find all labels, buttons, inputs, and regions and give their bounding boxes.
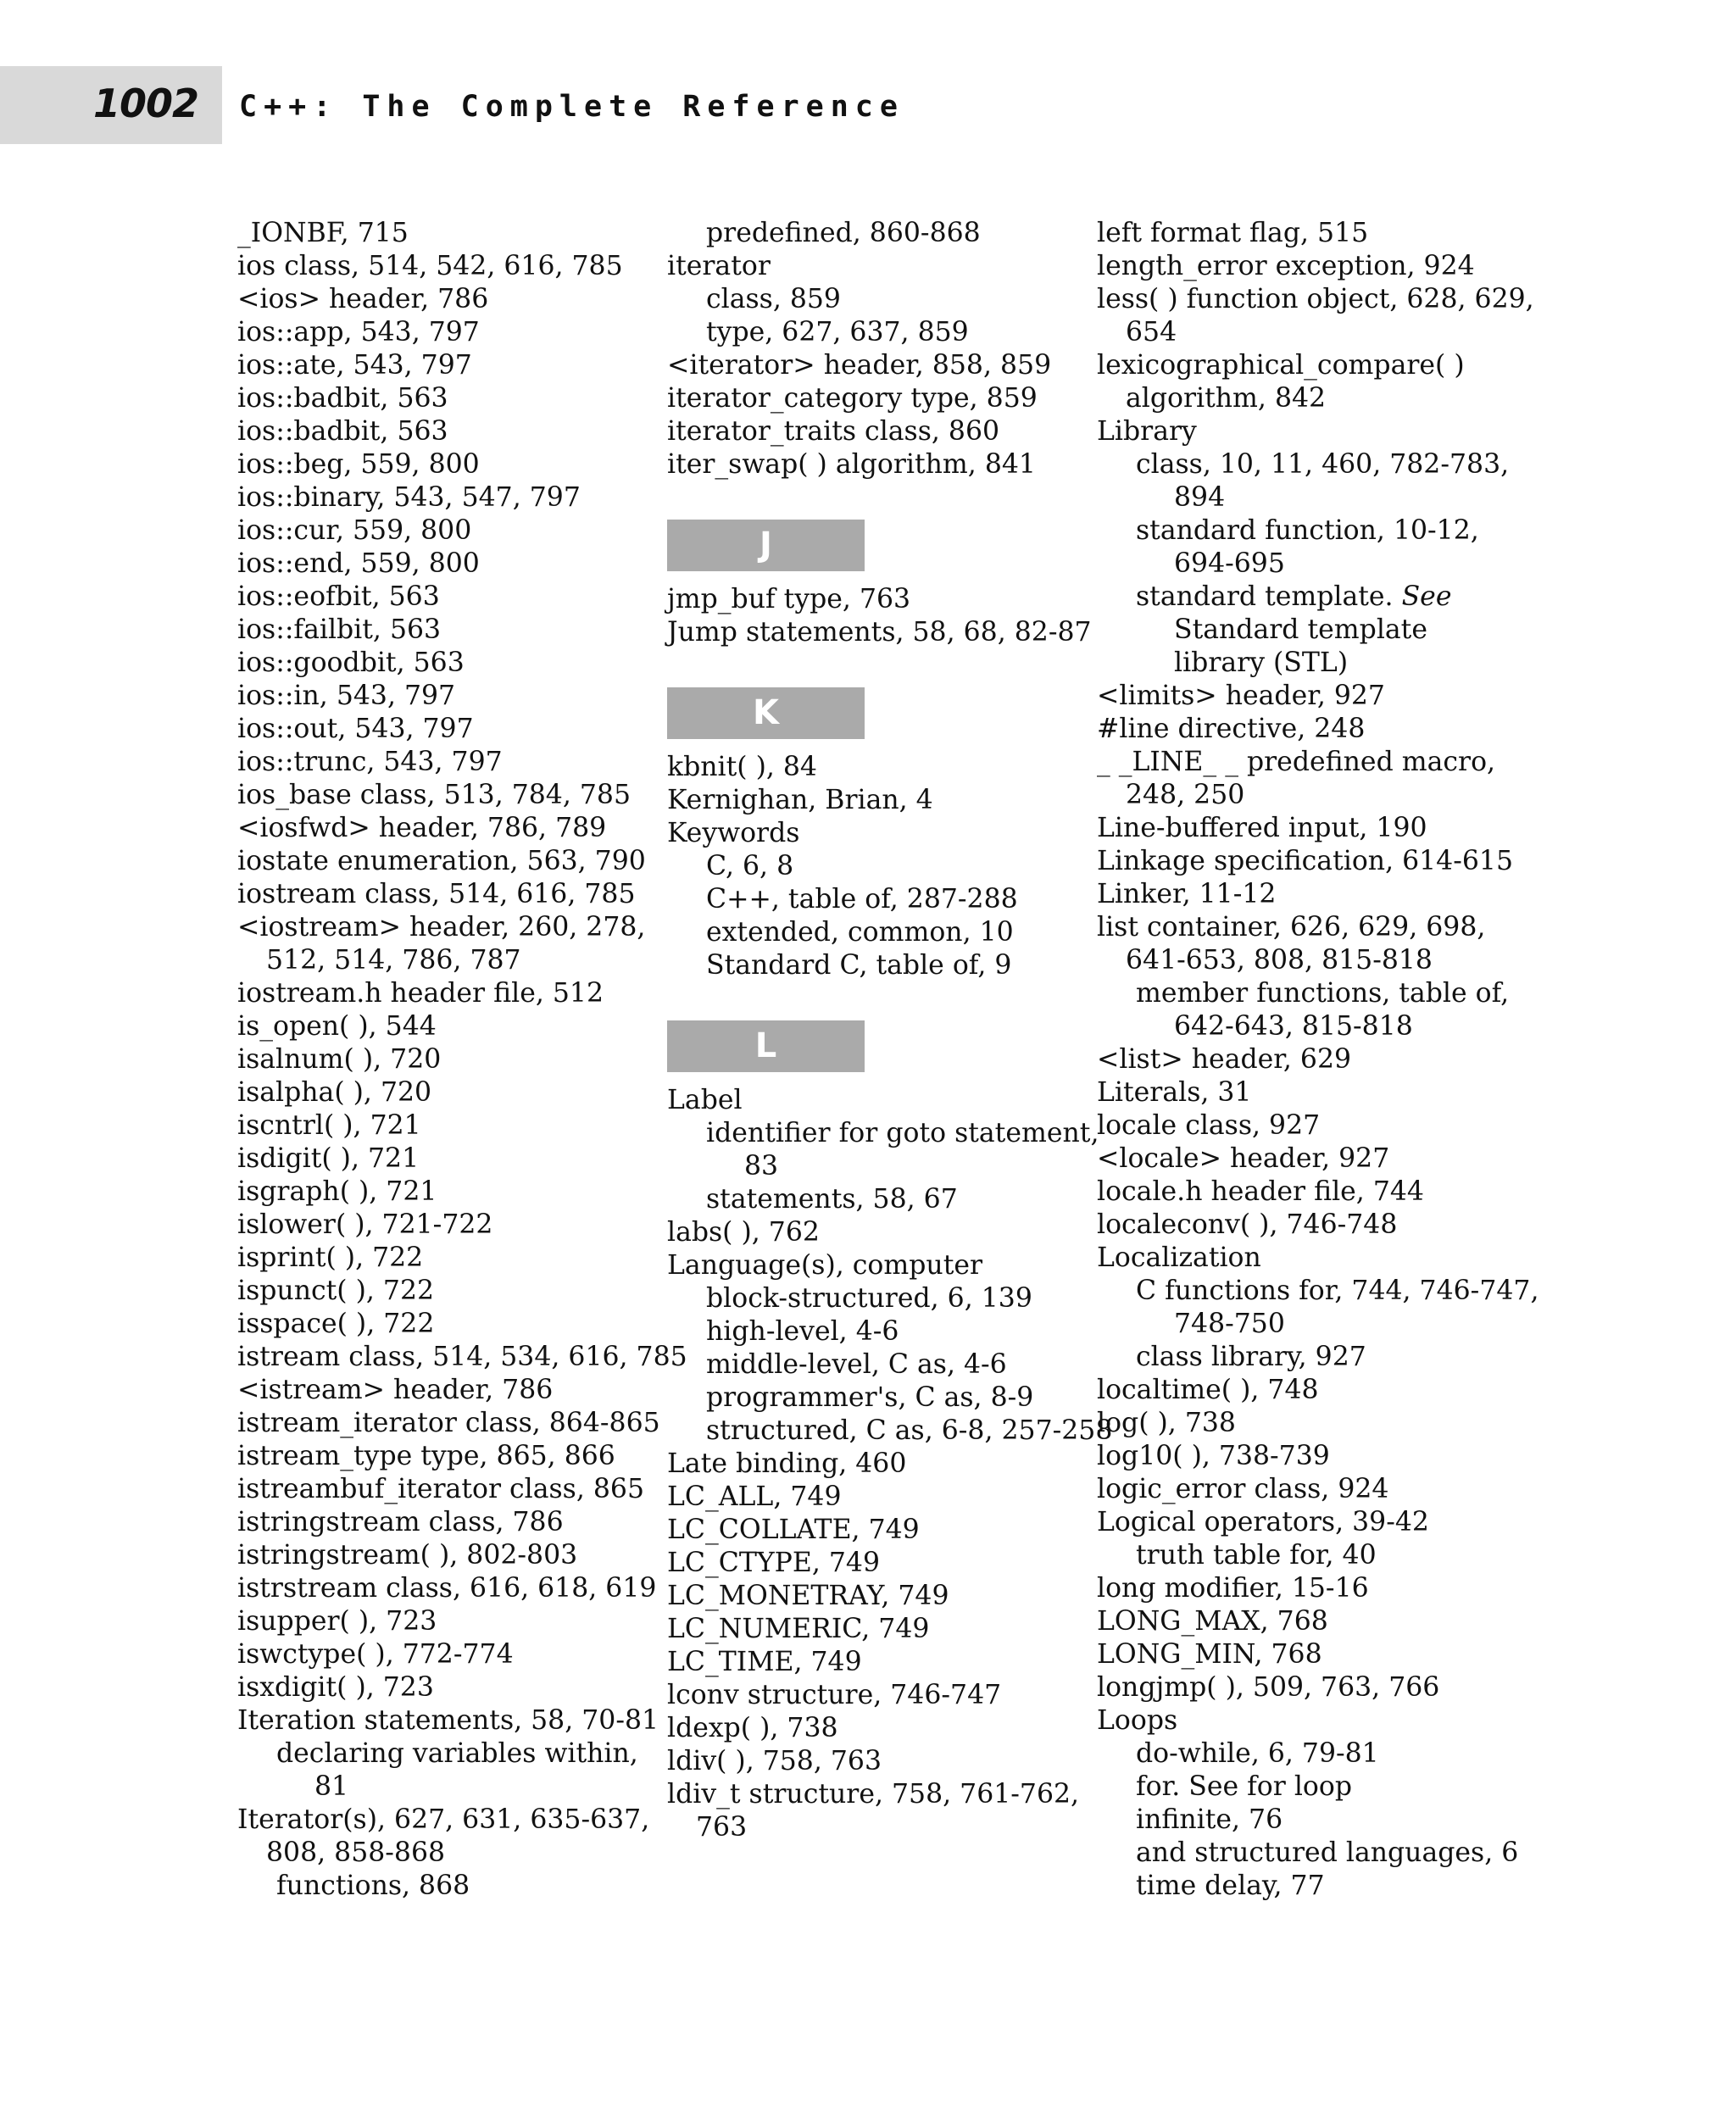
index-entry xyxy=(667,616,1092,649)
index-subentry xyxy=(667,1415,1113,1448)
entry-text: <ios> header, 786 xyxy=(237,284,489,314)
index-entry xyxy=(237,911,646,944)
section-spacer xyxy=(667,481,1074,514)
entry-text: iterator xyxy=(667,251,771,281)
entry-text: 512, 514, 786, 787 xyxy=(266,945,521,976)
entry-text: member functions, table of, xyxy=(1136,978,1510,1009)
index-entry xyxy=(1097,1671,1538,1704)
entry-text: class library, 927 xyxy=(1136,1342,1366,1372)
entry-text: isprint( ), 722 xyxy=(237,1243,424,1273)
entry-text: localtime( ), 748 xyxy=(1097,1375,1319,1405)
entry-text: is_open( ), 544 xyxy=(237,1011,437,1042)
index-column-2 xyxy=(667,217,1113,1844)
index-entry xyxy=(237,1076,636,1109)
index-entry xyxy=(237,1572,657,1605)
entry-text: <locale> header, 927 xyxy=(1097,1143,1390,1174)
index-subentry xyxy=(1097,448,1538,481)
index-subentry xyxy=(1097,481,1538,514)
index-entry xyxy=(667,1514,1074,1547)
index-subentry xyxy=(1097,1539,1538,1572)
index-entry xyxy=(237,382,636,415)
index-subentry xyxy=(1097,647,1538,680)
index-entry xyxy=(1097,911,1538,944)
index-column-3 xyxy=(1097,217,1538,1903)
entry-text: ios::ate, 543, 797 xyxy=(237,350,472,381)
entry-text: list container, 626, 629, 698, xyxy=(1097,912,1486,942)
index-subentry xyxy=(667,1150,1074,1183)
entry-text: isspace( ), 722 xyxy=(237,1309,435,1339)
index-section-letter: L xyxy=(667,1020,865,1072)
index-section-letter: K xyxy=(667,687,865,739)
entry-text: ios::cur, 559, 800 xyxy=(237,515,472,546)
index-entry xyxy=(237,1142,636,1176)
entry-text: logic_error class, 924 xyxy=(1097,1474,1389,1504)
entry-text: istringstream( ), 802-803 xyxy=(237,1540,578,1571)
index-entry xyxy=(1097,1043,1538,1076)
entry-text: LONG_MAX, 768 xyxy=(1097,1606,1328,1637)
index-entry xyxy=(237,415,636,448)
index-entry xyxy=(1097,878,1538,911)
entry-text: Language(s), computer xyxy=(667,1250,983,1281)
index-entry xyxy=(1097,415,1538,448)
index-entry xyxy=(237,977,636,1010)
index-entry xyxy=(237,845,646,878)
index-entry xyxy=(237,316,636,349)
entry-text: identifier for goto statement, xyxy=(706,1118,1099,1148)
entry-text: LC_COLLATE, 749 xyxy=(667,1515,920,1545)
page-number: 1002 xyxy=(93,81,199,126)
entry-text: Jump statements, 58, 68, 82-87 xyxy=(667,617,1092,648)
index-subentry xyxy=(1097,1771,1538,1804)
index-entry xyxy=(237,1010,636,1043)
index-entry xyxy=(667,415,1074,448)
entry-text: type, 627, 637, 859 xyxy=(706,317,969,347)
index-entry xyxy=(237,1341,687,1374)
entry-text: ios::end, 559, 800 xyxy=(237,548,480,579)
entry-text: log( ), 738 xyxy=(1097,1408,1236,1438)
index-entry xyxy=(667,448,1074,481)
index-subentry xyxy=(667,883,1074,916)
index-entry xyxy=(667,349,1074,382)
index-entry xyxy=(237,1275,636,1308)
index-subentry xyxy=(1097,977,1538,1010)
entry-text: ios::app, 543, 797 xyxy=(237,317,480,347)
entry-text: library (STL) xyxy=(1174,648,1349,678)
index-subentry xyxy=(1097,514,1538,548)
entry-text: Kernighan, Brian, 4 xyxy=(667,785,933,815)
index-subentry xyxy=(667,1117,1099,1150)
entry-text: ios class, 514, 542, 616, 785 xyxy=(237,251,623,281)
index-entry xyxy=(1097,1473,1538,1506)
entry-text: time delay, 77 xyxy=(1136,1871,1325,1901)
entry-text: <iosfwd> header, 786, 789 xyxy=(237,813,607,843)
index-entry xyxy=(1097,1076,1538,1109)
entry-text: C functions for, 744, 746-747, xyxy=(1136,1276,1539,1306)
index-entry xyxy=(667,1547,1074,1580)
entry-text: 808, 858-868 xyxy=(266,1837,446,1868)
entry-text: istream_iterator class, 864-865 xyxy=(237,1408,660,1438)
index-entry xyxy=(1097,217,1538,250)
entry-text: 641-653, 808, 815-818 xyxy=(1126,945,1433,976)
index-entry xyxy=(1097,1638,1538,1671)
entry-text: 654 xyxy=(1126,317,1177,347)
entry-text: locale class, 927 xyxy=(1097,1110,1321,1141)
entry-text: kbnit( ), 84 xyxy=(667,752,817,782)
index-entry xyxy=(667,1216,1074,1249)
index-entry xyxy=(237,779,636,812)
index-entry xyxy=(667,1249,1074,1282)
entry-text: iterator_traits class, 860 xyxy=(667,416,1000,447)
index-subentry xyxy=(1097,1837,1538,1870)
index-entry xyxy=(1097,1109,1538,1142)
entry-text: ios::failbit, 563 xyxy=(237,614,442,645)
entry-text: LC_NUMERIC, 749 xyxy=(667,1614,930,1644)
entry-text: 81 xyxy=(314,1771,349,1802)
index-subentry xyxy=(667,1183,1074,1216)
entry-text: longjmp( ), 509, 763, 766 xyxy=(1097,1672,1440,1703)
index-entry xyxy=(1097,746,1538,779)
entry-text: less( ) function object, 628, 629, xyxy=(1097,284,1534,314)
index-entry xyxy=(1097,250,1538,283)
index-subentry xyxy=(667,1811,1074,1844)
entry-text: LC_CTYPE, 749 xyxy=(667,1548,881,1578)
index-entry xyxy=(237,1539,636,1572)
entry-text: Iterator(s), 627, 631, 635-637, xyxy=(237,1804,650,1835)
entry-text: Localization xyxy=(1097,1243,1261,1273)
entry-text: extended, common, 10 xyxy=(706,917,1014,948)
entry-text: class, 859 xyxy=(706,284,841,314)
index-entry xyxy=(667,1712,1074,1745)
index-entry xyxy=(667,1646,1074,1679)
index-subentry xyxy=(1097,581,1538,614)
index-subentry xyxy=(1097,1737,1538,1771)
index-subentry xyxy=(667,1315,1074,1348)
index-subentry xyxy=(667,1382,1074,1415)
entry-text: and structured languages, 6 xyxy=(1136,1837,1519,1868)
entry-text: ios::beg, 559, 800 xyxy=(237,449,480,480)
entry-text: _ _LINE_ _ predefined macro, xyxy=(1097,747,1496,777)
entry-text: 748-750 xyxy=(1174,1309,1285,1339)
index-entry xyxy=(667,1679,1074,1712)
index-subentry xyxy=(667,949,1074,982)
index-entry xyxy=(237,1242,636,1275)
index-entry xyxy=(1097,1209,1538,1242)
entry-text: lconv structure, 746-747 xyxy=(667,1680,1002,1710)
entry-text: ios::badbit, 563 xyxy=(237,416,448,447)
entry-text: do-while, 6, 79-81 xyxy=(1136,1738,1379,1769)
index-entry xyxy=(237,1605,636,1638)
index-entry xyxy=(237,1209,636,1242)
index-entry xyxy=(667,1084,1074,1117)
index-subentry xyxy=(237,1870,636,1903)
index-entry xyxy=(1097,713,1538,746)
entry-text: 248, 250 xyxy=(1126,780,1245,810)
entry-text: istream class, 514, 534, 616, 785 xyxy=(237,1342,687,1372)
entry-text: ldiv_t structure, 758, 761-762, xyxy=(667,1779,1080,1810)
index-entry xyxy=(1097,845,1538,878)
entry-text: ios::badbit, 563 xyxy=(237,383,448,414)
index-subentry xyxy=(1097,1870,1538,1903)
index-entry xyxy=(667,382,1074,415)
entry-text: log10( ), 738-739 xyxy=(1097,1441,1330,1471)
entry-text: <iostream> header, 260, 278, xyxy=(237,912,646,942)
entry-text: _IONBF, 715 xyxy=(237,218,409,248)
index-subentry xyxy=(1097,548,1538,581)
index-subentry xyxy=(1097,614,1538,647)
entry-text: Standard C, table of, 9 xyxy=(706,950,1012,981)
entry-text: standard function, 10-12, xyxy=(1136,515,1479,546)
index-entry xyxy=(1097,1142,1538,1176)
entry-text: ios::out, 543, 797 xyxy=(237,714,474,744)
index-entry xyxy=(667,1448,1074,1481)
entry-text: localeconv( ), 746-748 xyxy=(1097,1209,1398,1240)
index-entry xyxy=(237,1473,644,1506)
index-entry xyxy=(237,680,636,713)
index-entry xyxy=(1097,812,1538,845)
entry-text: LC_TIME, 749 xyxy=(667,1647,862,1677)
entry-text: algorithm, 842 xyxy=(1126,383,1327,414)
entry-text: istreambuf_iterator class, 865 xyxy=(237,1474,644,1504)
index-entry xyxy=(667,784,1074,817)
index-entry xyxy=(1097,283,1538,316)
entry-text: istringstream class, 786 xyxy=(237,1507,564,1537)
index-entry xyxy=(237,1407,660,1440)
index-entry xyxy=(1097,680,1538,713)
entry-text: 763 xyxy=(696,1812,748,1843)
entry-text: Library xyxy=(1097,416,1197,447)
entry-text: 83 xyxy=(744,1151,779,1181)
entry-text: ios::goodbit, 563 xyxy=(237,648,465,678)
entry-text: <istream> header, 786 xyxy=(237,1375,554,1405)
index-entry xyxy=(1097,1704,1538,1737)
entry-text: labs( ), 762 xyxy=(667,1217,820,1248)
index-entry xyxy=(237,746,636,779)
index-subentry xyxy=(667,1282,1074,1315)
index-entry xyxy=(237,1109,636,1142)
entry-text: ios::trunc, 543, 797 xyxy=(237,747,503,777)
index-subentry xyxy=(1097,316,1538,349)
entry-text: <iterator> header, 858, 859 xyxy=(667,350,1052,381)
entry-text: iostream class, 514, 616, 785 xyxy=(237,879,636,909)
entry-text: islower( ), 721-722 xyxy=(237,1209,493,1240)
entry-text: isgraph( ), 721 xyxy=(237,1176,437,1207)
index-entry xyxy=(237,1176,636,1209)
index-entry xyxy=(237,647,636,680)
index-entry xyxy=(237,1374,636,1407)
index-entry xyxy=(667,250,1074,283)
index-subentry xyxy=(1097,1341,1538,1374)
index-entry xyxy=(237,1506,636,1539)
entry-text: #line directive, 248 xyxy=(1097,714,1366,744)
entry-text: locale.h header file, 744 xyxy=(1097,1176,1424,1207)
index-entry xyxy=(1097,1605,1538,1638)
entry-text: Linkage specification, 614-615 xyxy=(1097,846,1513,876)
index-subentry xyxy=(667,1348,1074,1382)
entry-text: ios::eofbit, 563 xyxy=(237,581,440,612)
index-section-letter: J xyxy=(667,520,865,571)
index-entry xyxy=(237,581,636,614)
index-entry xyxy=(1097,1440,1538,1473)
index-subentry xyxy=(237,944,636,977)
index-entry xyxy=(237,1638,636,1671)
index-entry xyxy=(667,1778,1080,1811)
entry-text: isalnum( ), 720 xyxy=(237,1044,442,1075)
index-entry xyxy=(667,751,1074,784)
entry-text: 894 xyxy=(1174,482,1226,513)
index-entry xyxy=(1097,1572,1538,1605)
entry-text: iter_swap( ) algorithm, 841 xyxy=(667,449,1036,480)
index-subentry xyxy=(237,1737,636,1771)
entry-text: istrstream class, 616, 618, 619 xyxy=(237,1573,657,1604)
entry-text: Loops xyxy=(1097,1705,1178,1736)
entry-text: truth table for, 40 xyxy=(1136,1540,1377,1571)
entry-text: istream_type type, 865, 866 xyxy=(237,1441,615,1471)
entry-text: Keywords xyxy=(667,818,800,848)
index-entry xyxy=(237,1704,659,1737)
index-subentry xyxy=(1097,1804,1538,1837)
index-subentry xyxy=(1097,779,1538,812)
index-subentry xyxy=(1097,944,1538,977)
index-subentry xyxy=(1097,382,1538,415)
index-entry xyxy=(237,713,636,746)
index-subentry xyxy=(237,1837,636,1870)
index-entry xyxy=(237,448,636,481)
entry-text: predefined, 860-868 xyxy=(706,218,981,248)
index-entry xyxy=(237,1043,636,1076)
entry-text: ldexp( ), 738 xyxy=(667,1713,838,1743)
index-entry xyxy=(237,548,636,581)
entry-text: Iteration statements, 58, 70-81 xyxy=(237,1705,659,1736)
index-entry xyxy=(1097,1242,1538,1275)
index-entry xyxy=(667,817,1074,850)
index-subentry xyxy=(667,316,1074,349)
entry-text: isalpha( ), 720 xyxy=(237,1077,432,1108)
entry-text: iostream.h header file, 512 xyxy=(237,978,604,1009)
entry-text: Logical operators, 39-42 xyxy=(1097,1507,1429,1537)
index-entry xyxy=(237,481,636,514)
entry-text: 694-695 xyxy=(1174,548,1285,579)
entry-text: declaring variables within, xyxy=(276,1738,638,1769)
index-subentry xyxy=(667,283,1074,316)
index-entry xyxy=(237,349,636,382)
entry-text: ios_base class, 513, 784, 785 xyxy=(237,780,631,810)
entry-text: C, 6, 8 xyxy=(706,851,794,881)
index-subentry xyxy=(1097,1010,1538,1043)
entry-text: block-structured, 6, 139 xyxy=(706,1283,1032,1314)
entry-text: isdigit( ), 721 xyxy=(237,1143,420,1174)
entry-text: C++, table of, 287-288 xyxy=(706,884,1018,915)
index-entry xyxy=(237,514,636,548)
entry-text: statements, 58, 67 xyxy=(706,1184,958,1215)
index-subentry xyxy=(667,850,1074,883)
entry-text: functions, 868 xyxy=(276,1871,470,1901)
entry-text: middle-level, C as, 4-6 xyxy=(706,1349,1007,1380)
index-entry xyxy=(237,1308,636,1341)
index-entry xyxy=(1097,1176,1538,1209)
index-entry xyxy=(237,1440,636,1473)
index-entry xyxy=(237,1671,636,1704)
index-entry xyxy=(667,1580,1074,1613)
entry-text: left format flag, 515 xyxy=(1097,218,1369,248)
entry-text: iostate enumeration, 563, 790 xyxy=(237,846,646,876)
entry-text: ldiv( ), 758, 763 xyxy=(667,1746,882,1776)
index-subentry xyxy=(237,1771,636,1804)
entry-text: isxdigit( ), 723 xyxy=(237,1672,434,1703)
index-entry xyxy=(1097,349,1538,382)
entry-text: iscntrl( ), 721 xyxy=(237,1110,421,1141)
index-column-1 xyxy=(237,217,687,1903)
index-entry xyxy=(667,1745,1074,1778)
entry-text: Literals, 31 xyxy=(1097,1077,1252,1108)
entry-text: Linker, 11-12 xyxy=(1097,879,1277,909)
entry-text: jmp_buf type, 763 xyxy=(667,584,911,614)
index-entry xyxy=(237,217,636,250)
entry-text: standard template. xyxy=(1136,581,1394,612)
entry-text: long modifier, 15-16 xyxy=(1097,1573,1369,1604)
entry-text: LONG_MIN, 768 xyxy=(1097,1639,1322,1670)
index-entry xyxy=(1097,1407,1538,1440)
entry-text: isupper( ), 723 xyxy=(237,1606,437,1637)
index-entry xyxy=(667,1613,1074,1646)
entry-text: Label xyxy=(667,1085,743,1115)
entry-text: Line-buffered input, 190 xyxy=(1097,813,1427,843)
entry-text: structured, C as, 6-8, 257-258 xyxy=(706,1415,1113,1446)
entry-text: LC_ALL, 749 xyxy=(667,1482,842,1512)
section-spacer xyxy=(667,649,1074,682)
entry-text: high-level, 4-6 xyxy=(706,1316,899,1347)
entry-text: iterator_category type, 859 xyxy=(667,383,1038,414)
index-entry xyxy=(237,1804,650,1837)
index-entry xyxy=(667,1481,1074,1514)
index-entry xyxy=(237,614,636,647)
entry-text: iswctype( ), 772-774 xyxy=(237,1639,514,1670)
index-subentry xyxy=(667,217,1074,250)
entry-text: <list> header, 629 xyxy=(1097,1044,1352,1075)
entry-text: lexicographical_compare( ) xyxy=(1097,350,1465,381)
index-entry xyxy=(237,250,636,283)
index-entry xyxy=(237,878,636,911)
index-entry xyxy=(237,812,636,845)
entry-text: programmer's, C as, 8-9 xyxy=(706,1382,1034,1413)
section-spacer xyxy=(667,982,1074,1015)
entry-text: <limits> header, 927 xyxy=(1097,681,1385,711)
index-subentry xyxy=(1097,1308,1538,1341)
index-subentry xyxy=(1097,1275,1538,1308)
entry-text: length_error exception, 924 xyxy=(1097,251,1475,281)
entry-text: Standard template xyxy=(1174,614,1427,645)
index-entry xyxy=(1097,1506,1538,1539)
index-entry xyxy=(1097,1374,1538,1407)
see-reference: See xyxy=(1401,581,1452,612)
index-entry xyxy=(237,283,636,316)
entry-text: ispunct( ), 722 xyxy=(237,1276,435,1306)
entry-text: ios::binary, 543, 547, 797 xyxy=(237,482,581,513)
index-entry xyxy=(667,583,1074,616)
entry-text: infinite, 76 xyxy=(1136,1804,1283,1835)
entry-text: Late binding, 460 xyxy=(667,1448,907,1479)
entry-text: for. See for loop xyxy=(1136,1771,1352,1802)
entry-text: 642-643, 815-818 xyxy=(1174,1011,1413,1042)
entry-text: class, 10, 11, 460, 782-783, xyxy=(1136,449,1510,480)
entry-text: LC_MONETRAY, 749 xyxy=(667,1581,949,1611)
book-title: C++: The Complete Reference xyxy=(239,90,904,124)
entry-text: ios::in, 543, 797 xyxy=(237,681,456,711)
index-subentry xyxy=(667,916,1074,949)
